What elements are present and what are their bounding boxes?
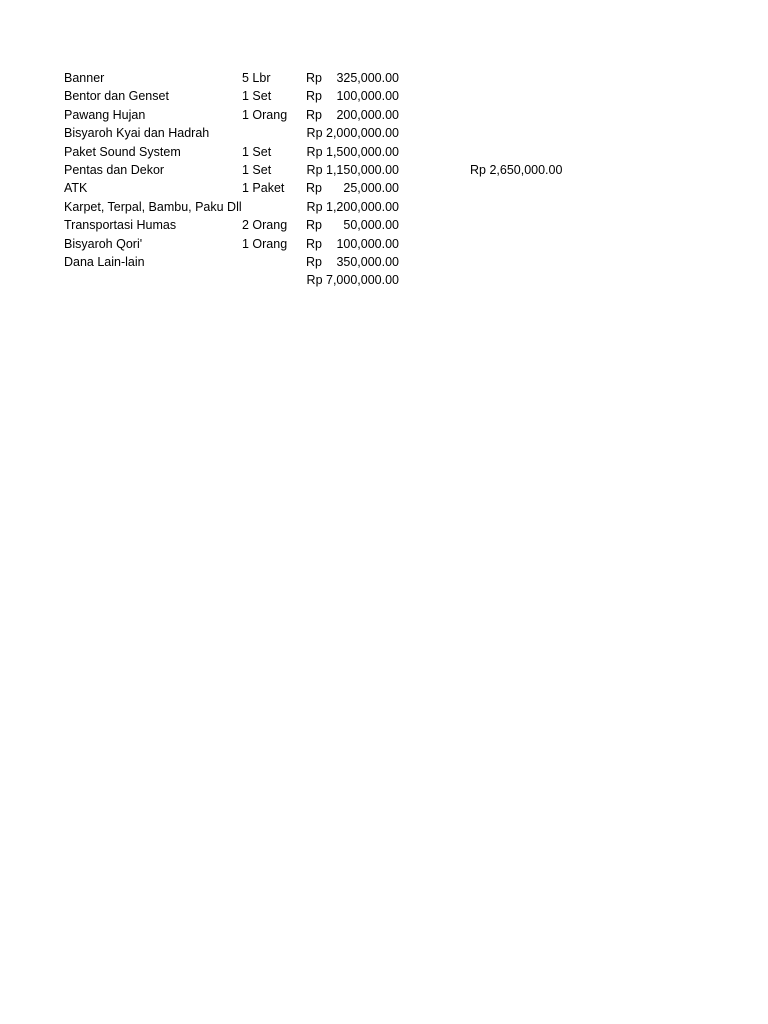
item-amount: Rp 1,500,000.00 bbox=[306, 144, 399, 159]
item-name: Paket Sound System bbox=[64, 144, 181, 159]
item-amount: 100,000.00 bbox=[336, 236, 399, 251]
table-row bbox=[64, 87, 584, 105]
table-row bbox=[64, 198, 584, 216]
item-name: ATK bbox=[64, 181, 88, 196]
item-amount: 100,000.00 bbox=[336, 89, 399, 104]
item-amount: 25,000.00 bbox=[343, 181, 399, 196]
currency-label: Rp bbox=[306, 71, 322, 85]
item-name: Pawang Hujan bbox=[64, 107, 146, 122]
item-quantity: 1 Paket bbox=[242, 181, 285, 196]
item-name: Banner bbox=[64, 71, 105, 85]
table-row bbox=[64, 69, 584, 87]
item-quantity: 1 Orang bbox=[242, 107, 288, 122]
item-name: Karpet, Terpal, Bambu, Paku Dll bbox=[64, 199, 242, 214]
item-name: Bentor dan Genset bbox=[64, 89, 169, 104]
item-quantity: 1 Set bbox=[242, 162, 272, 177]
total-amount: Rp 7,000,000.00 bbox=[306, 273, 399, 288]
item-amount: 325,000.00 bbox=[336, 71, 399, 85]
item-quantity: 1 Orang bbox=[242, 236, 288, 251]
table-row bbox=[64, 179, 584, 197]
table-row bbox=[64, 235, 584, 253]
table-row bbox=[64, 143, 584, 161]
item-amount: 50,000.00 bbox=[343, 218, 399, 233]
table-row bbox=[64, 216, 584, 234]
table-row bbox=[64, 106, 584, 124]
item-amount: Rp 1,200,000.00 bbox=[306, 199, 399, 214]
budget-sheet bbox=[64, 69, 584, 290]
side-amount: Rp 2,650,000.00 bbox=[470, 162, 563, 177]
item-quantity: 2 Orang bbox=[242, 218, 288, 233]
item-name: Bisyaroh Kyai dan Hadrah bbox=[64, 126, 210, 141]
item-quantity: 1 Set bbox=[242, 89, 272, 104]
currency-label: Rp bbox=[306, 254, 322, 269]
total-row bbox=[64, 271, 584, 289]
currency-label: Rp bbox=[306, 236, 322, 251]
item-name: Transportasi Humas bbox=[64, 218, 177, 233]
item-name: Dana Lain-lain bbox=[64, 254, 145, 269]
item-quantity: 1 Set bbox=[242, 144, 272, 159]
table-row bbox=[64, 124, 584, 142]
item-amount: Rp 2,000,000.00 bbox=[306, 126, 399, 141]
item-amount: Rp 1,150,000.00 bbox=[306, 162, 399, 177]
item-quantity: 5 Lbr bbox=[242, 71, 271, 85]
item-name: Bisyaroh Qori' bbox=[64, 236, 143, 251]
table-row bbox=[64, 253, 584, 271]
currency-label: Rp bbox=[306, 218, 322, 233]
item-amount: 350,000.00 bbox=[336, 254, 399, 269]
item-name: Pentas dan Dekor bbox=[64, 162, 165, 177]
currency-label: Rp bbox=[306, 89, 322, 104]
currency-label: Rp bbox=[306, 181, 322, 196]
item-amount: 200,000.00 bbox=[336, 107, 399, 122]
currency-label: Rp bbox=[306, 107, 322, 122]
table-row bbox=[64, 161, 584, 179]
